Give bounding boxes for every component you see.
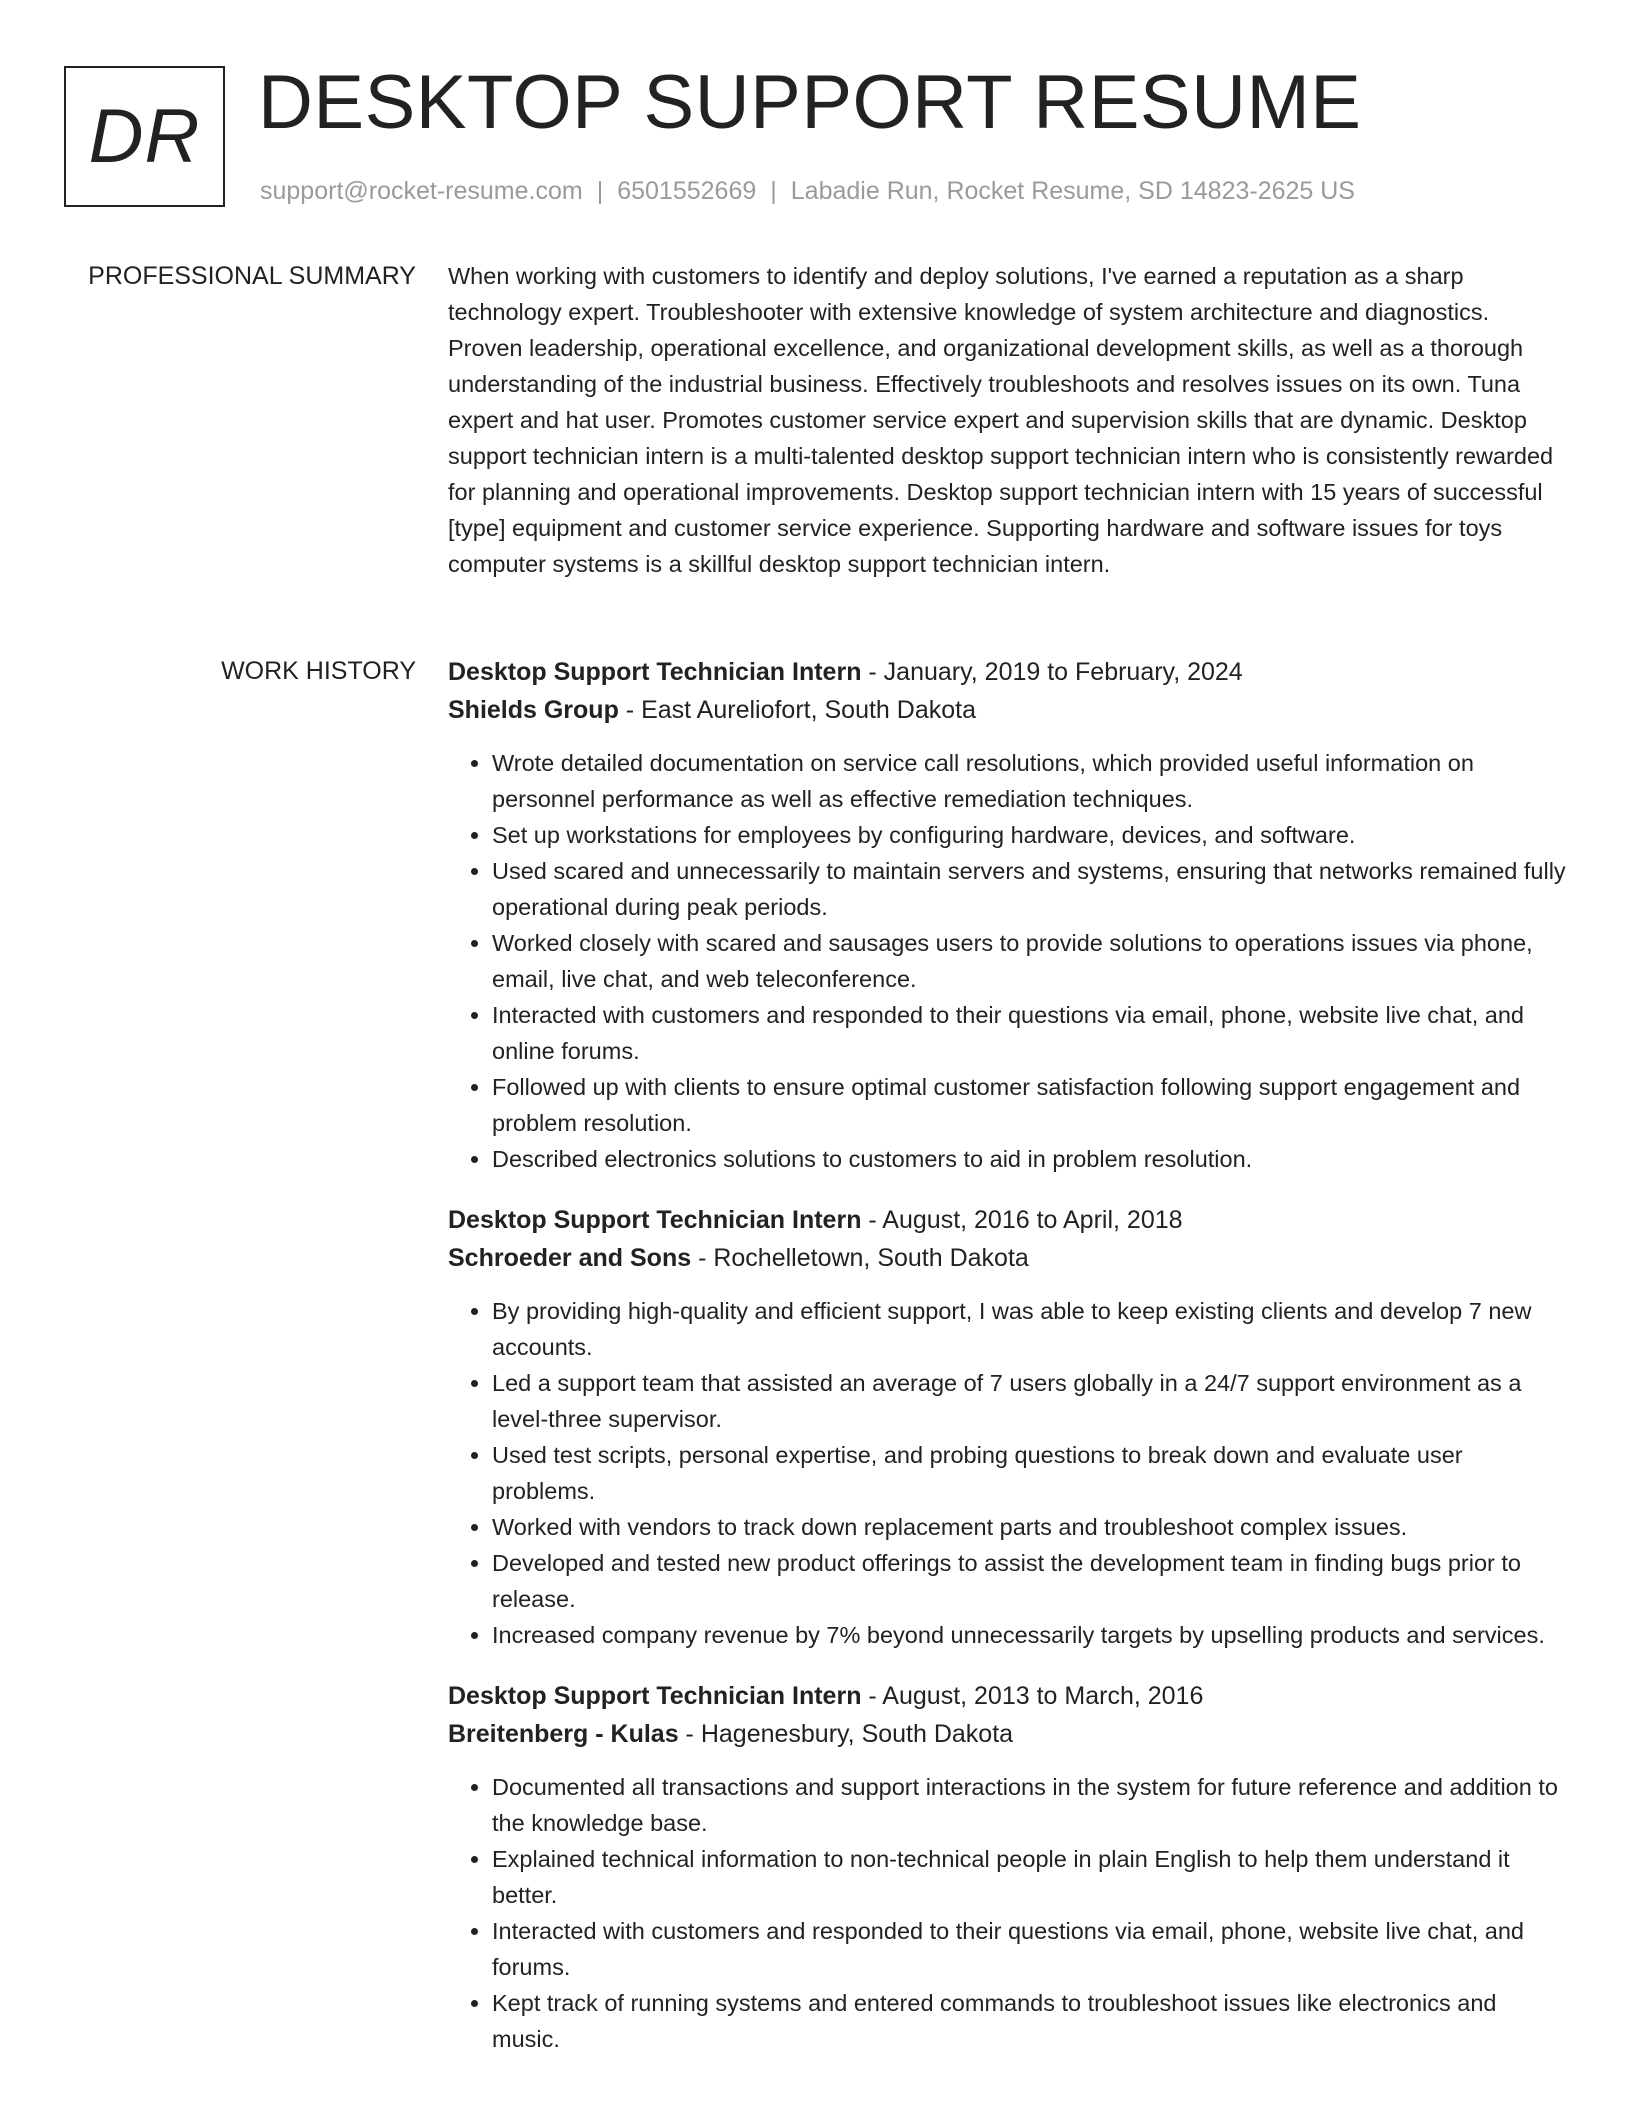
job-title: Desktop Support Technician Intern <box>448 1682 862 1710</box>
job-bullet: • Documented all transactions and support interactions in the system for future reference and addition to the knowledge base. <box>492 1769 1566 1841</box>
job-entry <box>448 1677 1566 2057</box>
job-bullet-list <box>448 1769 1566 2057</box>
job-title-line <box>448 1201 1566 1239</box>
job-bullet-list <box>448 745 1566 1177</box>
job-bullet: • Set up workstations for employees by configuring hardware, devices, and software. <box>492 817 1566 853</box>
job-location: - Hagenesbury, South Dakota <box>678 1720 1014 1748</box>
job-bullet: • Increased company revenue by 7% beyond unnecessarily targets by upselling products and services. <box>492 1617 1566 1653</box>
job-company: Breitenberg - Kulas <box>448 1720 679 1748</box>
job-bullet: • Followed up with clients to ensure optimal customer satisfaction following support engagement and problem resolution. <box>492 1069 1566 1141</box>
job-bullet: • Developed and tested new product offerings to assist the development team in finding bugs prior to release. <box>492 1545 1566 1617</box>
job-bullet: • Worked closely with scared and sausages users to provide solutions to operations issues via phone, email, live chat, and web teleconference. <box>492 925 1566 997</box>
contact-address: Labadie Run, Rocket Resume, SD 14823-2625 US <box>790 177 1355 205</box>
contact-phone[interactable]: 6501552669 <box>617 177 757 205</box>
summary-section <box>448 258 1566 582</box>
contact-email[interactable]: support@rocket-resume.com <box>260 177 583 205</box>
job-title: Desktop Support Technician Intern <box>448 1206 862 1234</box>
job-location: - Rochelletown, South Dakota <box>691 1244 1029 1272</box>
job-company: Shields Group <box>448 696 619 724</box>
job-entry <box>448 1201 1566 1653</box>
job-bullet: • Led a support team that assisted an average of 7 users globally in a 24/7 support environment as a level-three supervisor. <box>492 1365 1566 1437</box>
job-company-line <box>448 1715 1566 1753</box>
job-bullet: • Wrote detailed documentation on service call resolutions, which provided useful information on personnel performance as well as effective remediation techniques. <box>492 745 1566 817</box>
job-bullet: • Described electronics solutions to customers to aid in problem resolution. <box>492 1141 1566 1177</box>
contact-separator: | <box>596 177 604 205</box>
job-bullet: • Kept track of running systems and entered commands to troubleshoot issues like electronics and music. <box>492 1985 1566 2057</box>
job-company: Schroeder and Sons <box>448 1244 692 1272</box>
summary-text: When working with customers to identify and deploy solutions, I've earned a reputation as a sharp technology expert. Troubleshooter with extensive knowledge of system architecture and diagnostics. Proven leadership, operational excellence, and organizational development skills, as well as a thorough understanding of the industrial business. Effectively troubleshoots and resolves issues on its own. Tuna expert and hat user. Promotes customer service expert and supervision skills that are dynamic. Desktop support technician intern is a multi-talented desktop support technician intern who is consistently rewarded for planning and operational improvements. Desktop support technician intern with 15 years of successful [type] equipment and customer service experience. Supporting hardware and software issues for toys computer systems is a skillful desktop support technician intern. <box>448 263 1554 577</box>
contact-separator: | <box>770 177 777 205</box>
job-bullet-list <box>448 1293 1566 1653</box>
job-company-line <box>448 1239 1566 1277</box>
job-bullet: • Worked with vendors to track down replacement parts and troubleshoot complex issues. <box>492 1509 1566 1545</box>
job-dates: - January, 2019 to February, 2024 <box>861 658 1243 686</box>
contact-line <box>260 176 1355 206</box>
job-company-line <box>448 691 1566 729</box>
job-title-line <box>448 653 1566 691</box>
resume-title: DESKTOP SUPPORT RESUME <box>258 60 1362 145</box>
job-bullet: • Interacted with customers and responded to their questions via email, phone, website live chat, and online forums. <box>492 997 1566 1069</box>
job-title-line <box>448 1677 1566 1715</box>
job-bullet: • Explained technical information to non-technical people in plain English to help them understand it better. <box>492 1841 1566 1913</box>
job-bullet: • By providing high-quality and efficient support, I was able to keep existing clients and develop 7 new accounts. <box>492 1293 1566 1365</box>
job-bullet: • Used test scripts, personal expertise, and probing questions to break down and evaluate user problems. <box>492 1437 1566 1509</box>
job-dates: - August, 2013 to March, 2016 <box>861 1682 1204 1710</box>
job-title: Desktop Support Technician Intern <box>448 658 862 686</box>
job-entry <box>448 653 1566 1177</box>
work-history-section <box>448 653 1566 2081</box>
section-label-summary: PROFESSIONAL SUMMARY <box>88 262 416 290</box>
section-label-work-history: WORK HISTORY <box>221 657 416 685</box>
job-bullet: • Interacted with customers and responded to their questions via email, phone, website live chat, and forums. <box>492 1913 1566 1985</box>
monogram-badge: DR <box>64 66 225 207</box>
job-location: - East Aureliofort, South Dakota <box>618 696 976 724</box>
job-bullet: • Used scared and unnecessarily to maintain servers and systems, ensuring that networks remained fully operational during peak periods. <box>492 853 1566 925</box>
job-dates: - August, 2016 to April, 2018 <box>861 1206 1183 1234</box>
